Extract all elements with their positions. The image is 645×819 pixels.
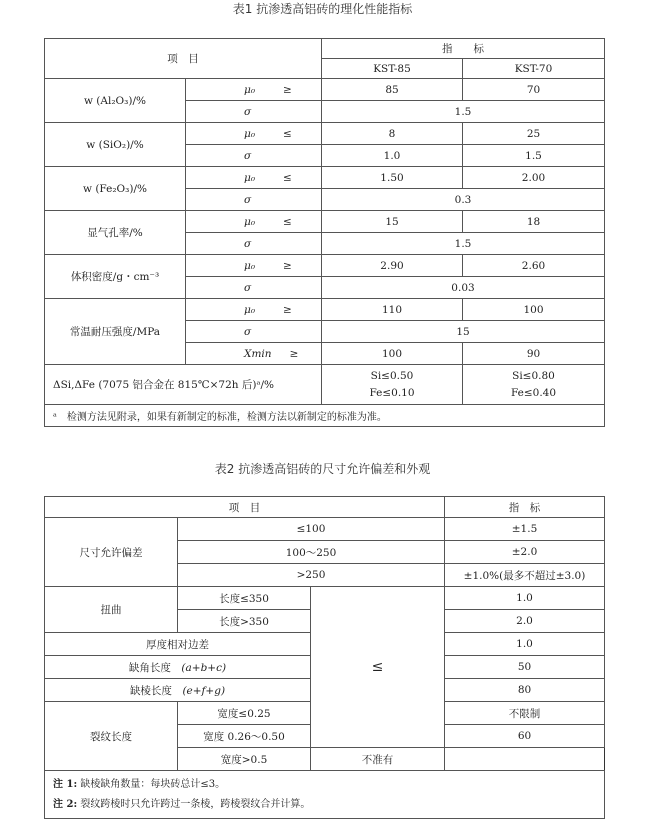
t1-value: 1.5	[463, 145, 605, 167]
t1-row-label: w (Al₂O₃)/%	[45, 79, 186, 123]
t1-value: 15	[322, 211, 463, 233]
t1-value: 1.50	[322, 167, 463, 189]
t2-value: 1.0	[445, 633, 605, 656]
t1-value: 2.90	[322, 255, 463, 277]
t2-value: ±2.0	[445, 541, 605, 564]
t1-header-col1: KST-85	[322, 59, 463, 79]
fe-value: Fe≤0.40	[510, 386, 557, 399]
t2-value: 80	[445, 679, 605, 702]
t1-value: 90	[463, 343, 605, 365]
t2-range: 宽度 0.26～0.50	[178, 725, 311, 748]
operator: ≤	[283, 171, 292, 184]
mu-symbol: μ₀	[244, 83, 256, 96]
mu-symbol: μ₀	[244, 127, 256, 140]
t1-value: 1.5	[322, 233, 605, 255]
t1-value: 15	[322, 321, 605, 343]
note-text: 缺棱缺角数量：每块砖总计≤3。	[80, 778, 226, 790]
sigma-symbol: σ	[186, 145, 322, 167]
t1-value: 0.03	[322, 277, 605, 299]
t1-mu-cell	[186, 167, 322, 189]
sigma-symbol: σ	[186, 277, 322, 299]
t2-range: 100～250	[178, 541, 445, 564]
t2-value: 2.0	[445, 610, 605, 633]
edge-text: 缺棱长度	[129, 684, 172, 697]
operator: ≤	[283, 127, 292, 140]
t2-notes	[45, 771, 605, 819]
note-text: 裂纹跨棱时只允许跨过一条棱，跨棱裂纹合并计算。	[80, 798, 311, 810]
t2-thickness-label: 厚度相对边差	[45, 633, 311, 656]
t2-range: ≤100	[178, 518, 445, 541]
mu-symbol: μ₀	[244, 215, 256, 228]
t2-range: >250	[178, 564, 445, 587]
si-value: Si≤0.80	[512, 369, 555, 382]
t2-corner-label	[45, 656, 311, 679]
si-value: Si≤0.50	[370, 369, 414, 382]
mu-symbol: μ₀	[244, 171, 256, 184]
t1-value: 100	[322, 343, 463, 365]
t1-value: 110	[322, 299, 463, 321]
t2-value: ±1.5	[445, 518, 605, 541]
t2-crack-label: 裂纹长度	[45, 702, 178, 771]
t1-mu-cell	[186, 255, 322, 277]
t1-sife-label: ΔSi,ΔFe (7075 铝合金在 815℃×72h 后)ᵃ/%	[45, 365, 322, 405]
operator: ≥	[283, 259, 292, 272]
t2-dim-label: 尺寸允许偏差	[45, 518, 178, 587]
t1-header-indicator: 指 标	[322, 39, 605, 59]
xmin-symbol: Xmin	[244, 347, 272, 360]
t1-row-label: 常温耐压强度/MPa	[45, 299, 186, 365]
sigma-symbol: σ	[186, 321, 322, 343]
t1-sife-col1	[322, 365, 463, 405]
t2-value: 不限制	[445, 702, 605, 725]
t1-value: 100	[463, 299, 605, 321]
note-prefix: 注 2:	[53, 798, 78, 810]
t1-value: 1.5	[322, 101, 605, 123]
t1-row-label: w (SiO₂)/%	[45, 123, 186, 167]
t1-row-label: 显气孔率/%	[45, 211, 186, 255]
mu-symbol: μ₀	[244, 259, 256, 272]
t2-header-item: 项 目	[45, 497, 445, 518]
corner-text: 缺角长度	[128, 661, 171, 674]
note-prefix: 注 1:	[53, 778, 78, 790]
t2-le-symbol: ≤	[311, 587, 445, 748]
operator: ≥	[283, 83, 292, 96]
table1-caption: 表1 抗渗透高铝砖的理化性能指标	[232, 2, 413, 16]
t1-mu-cell	[186, 299, 322, 321]
t2-note-1	[53, 775, 600, 795]
t1-value: 8	[322, 123, 463, 145]
t1-footnote: ᵃ 检测方法见附录，如果有新制定的标准，检测方法以新制定的标准为准。	[45, 405, 605, 427]
t2-value: ±1.0%(最多不超过±3.0)	[445, 564, 605, 587]
edge-formula: (e+f+g)	[182, 684, 226, 697]
t2-edge-label	[45, 679, 311, 702]
sigma-symbol: σ	[186, 101, 322, 123]
t2-note-2	[53, 795, 600, 815]
operator: ≤	[283, 215, 292, 228]
t1-row-label: w (Fe₂O₃)/%	[45, 167, 186, 211]
t2-value: 不准有	[311, 748, 445, 771]
t1-value: 25	[463, 123, 605, 145]
t2-value: 50	[445, 656, 605, 679]
t2-warp-label: 扭曲	[45, 587, 178, 633]
table2-caption: 表2 抗渗透高铝砖的尺寸允许偏差和外观	[214, 462, 431, 476]
t2-value: 60	[445, 725, 605, 748]
t2-range: 宽度≤0.25	[178, 702, 311, 725]
mu-symbol: μ₀	[244, 303, 256, 316]
sigma-symbol: σ	[186, 233, 322, 255]
t1-header-item: 项 目	[45, 39, 322, 79]
t1-mu-cell	[186, 211, 322, 233]
t1-value: 2.60	[463, 255, 605, 277]
table1	[44, 38, 605, 427]
operator: ≥	[289, 347, 299, 360]
t1-header-col2: KST-70	[463, 59, 605, 79]
t1-mu-cell	[186, 123, 322, 145]
t2-range: 长度>350	[178, 610, 311, 633]
corner-formula: (a+b+c)	[181, 661, 227, 674]
fe-value: Fe≤0.10	[369, 386, 415, 399]
t1-xmin-cell	[186, 343, 322, 365]
t2-value: 1.0	[445, 587, 605, 610]
operator: ≥	[283, 303, 292, 316]
t1-sife-col2	[463, 365, 605, 405]
t1-value: 18	[463, 211, 605, 233]
t1-value: 70	[463, 79, 605, 101]
t1-mu-cell	[186, 79, 322, 101]
t1-value: 0.3	[322, 189, 605, 211]
t2-range: 长度≤350	[178, 587, 311, 610]
t1-value: 1.0	[322, 145, 463, 167]
t2-header-indicator: 指 标	[445, 497, 605, 518]
t1-value: 2.00	[463, 167, 605, 189]
t1-value: 85	[322, 79, 463, 101]
table2	[44, 496, 605, 819]
t2-range: 宽度>0.5	[178, 748, 311, 771]
sigma-symbol: σ	[186, 189, 322, 211]
t1-row-label: 体积密度/g・cm⁻³	[45, 255, 186, 299]
